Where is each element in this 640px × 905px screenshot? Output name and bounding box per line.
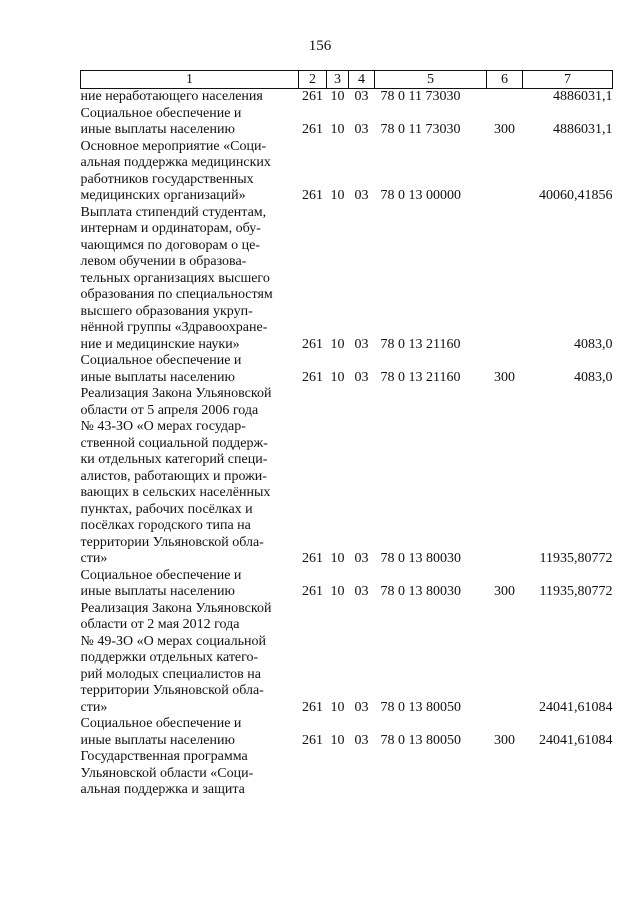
row-description	[81, 89, 299, 106]
row-amount: 24041,61084	[539, 699, 613, 715]
row-code-4: 03	[354, 369, 369, 385]
description-line: Ульяновской области «Соци-	[80, 765, 254, 781]
description-line: № 43-ЗО «О мерах государ-	[80, 419, 246, 434]
description-line: интернам и ординаторам, обу-	[80, 221, 261, 236]
description-line: альная поддержка и защита	[80, 782, 245, 797]
row-description	[81, 106, 299, 139]
description-line: работников государственных	[80, 171, 254, 187]
description-line: сти»	[80, 699, 108, 715]
header-cell-6: 6	[487, 71, 523, 89]
row-code-3: 10	[330, 336, 345, 352]
row-code-4: 03	[354, 336, 369, 352]
description-line: Реализация Закона Ульяновской	[80, 600, 272, 616]
row-code-5: 78 0 13 00000	[380, 188, 461, 203]
row-code-3: 10	[330, 551, 345, 566]
row-code-2	[299, 749, 327, 799]
table-row	[81, 568, 613, 601]
table-row	[81, 205, 613, 354]
description-line: посёлках городского типа на	[80, 518, 251, 533]
row-code-5: 78 0 13 21160	[380, 369, 461, 385]
description-line: иные выплаты населению	[80, 584, 235, 599]
header-cell-4: 4	[349, 71, 375, 89]
row-code-2: 261	[302, 551, 323, 566]
row-amount: 24041,61084	[539, 732, 613, 748]
row-code-6	[487, 89, 523, 106]
row-code-5: 78 0 13 21160	[380, 336, 461, 352]
table-row	[81, 353, 613, 386]
description-line: алистов, работающих и прожи-	[80, 468, 267, 484]
description-line: левом обучении в образова-	[80, 254, 247, 269]
row-description	[81, 386, 299, 568]
row-amount	[523, 749, 613, 799]
row-code-4: 03	[354, 732, 369, 748]
row-code-2: 261	[302, 699, 323, 715]
row-amount: 4083,0	[574, 336, 613, 352]
page-number: 156	[308, 38, 332, 54]
row-code-2: 261	[302, 369, 323, 385]
description-line: ки отдельных категорий специ-	[80, 452, 268, 467]
row-amount: 40060,41856	[539, 188, 613, 203]
description-line: чающимся по договорам о це-	[80, 237, 260, 253]
row-code-4: 03	[354, 584, 369, 599]
header-row	[81, 71, 613, 89]
description-line: области от 5 апреля 2006 года	[80, 402, 259, 418]
description-line: № 49-ЗО «О мерах социальной	[80, 633, 266, 649]
description-line: иные выплаты населению	[80, 369, 235, 385]
row-code-6	[487, 205, 523, 354]
description-line: образования по специальностям	[80, 287, 273, 302]
description-line: высшего образования укруп-	[80, 303, 253, 319]
description-line: тельных организациях высшего	[80, 270, 270, 286]
row-code-6: 300	[494, 122, 515, 137]
budget-table	[80, 70, 613, 799]
row-description	[81, 568, 299, 601]
row-code-6	[487, 386, 523, 568]
row-description	[81, 716, 299, 749]
header-cell-5: 5	[375, 71, 487, 89]
description-line: альная поддержка медицинских	[80, 155, 271, 170]
table-body	[81, 89, 613, 799]
description-line: Государственная программа	[80, 749, 248, 764]
description-line: нённой группы «Здравоохране-	[80, 320, 268, 335]
row-code-4: 03	[354, 699, 369, 715]
row-code-3: 10	[330, 584, 345, 599]
description-line: Основное мероприятие «Соци-	[80, 138, 267, 154]
table-row	[81, 601, 613, 717]
description-line: вающих в сельских населённых	[80, 485, 271, 500]
row-code-5: 78 0 13 80050	[380, 732, 461, 748]
row-code-6: 300	[494, 732, 515, 748]
row-amount: 4083,0	[574, 369, 613, 385]
description-line: Социальное обеспечение и	[80, 105, 242, 121]
row-code-3: 10	[330, 732, 345, 748]
row-description	[81, 139, 299, 205]
row-amount: 11935,80772	[539, 551, 613, 566]
row-code-5: 78 0 13 80030	[380, 584, 461, 599]
header-cell-7: 7	[523, 71, 613, 89]
description-line: ние неработающего населения	[80, 89, 263, 104]
description-line: рий молодых специалистов на	[80, 666, 261, 682]
row-code-4: 03	[354, 122, 369, 137]
row-code-6	[487, 601, 523, 717]
row-code-6	[487, 749, 523, 799]
row-code-2: 261	[302, 584, 323, 599]
row-code-3: 10	[330, 699, 345, 715]
row-code-5: 78 0 13 80030	[380, 551, 461, 566]
description-line: поддержки отдельных катего-	[80, 650, 259, 665]
row-description	[81, 353, 299, 386]
row-code-3: 10	[330, 122, 345, 137]
row-code-3: 10	[330, 369, 345, 385]
description-line: Социальное обеспечение и	[80, 353, 242, 368]
header-cell-3: 3	[327, 71, 349, 89]
description-line: сти»	[80, 551, 108, 566]
table-row	[81, 106, 613, 139]
table-row	[81, 386, 613, 568]
row-amount: 4886031,1	[553, 89, 613, 104]
row-description	[81, 205, 299, 354]
row-code-4	[349, 749, 375, 799]
description-line: области от 2 мая 2012 года	[80, 617, 240, 632]
description-line: ственной социальной поддерж-	[80, 435, 268, 451]
description-line: иные выплаты населению	[80, 122, 235, 137]
table-row	[81, 139, 613, 205]
row-description	[81, 601, 299, 717]
description-line: медицинских организаций»	[80, 188, 246, 203]
row-code-4: 03	[354, 188, 369, 203]
row-code-3: 10	[330, 89, 345, 104]
description-line: Социальное обеспечение и	[80, 716, 242, 731]
description-line: Выплата стипендий студентам,	[80, 204, 267, 220]
row-code-4: 03	[354, 551, 369, 566]
header-cell-1: 1	[81, 71, 299, 89]
description-line: Социальное обеспечение и	[80, 567, 242, 583]
table-row	[81, 89, 613, 106]
row-code-3	[327, 749, 349, 799]
row-code-2: 261	[302, 188, 323, 203]
description-line: Реализация Закона Ульяновской	[80, 386, 272, 401]
row-code-5: 78 0 11 73030	[380, 89, 461, 104]
table-row	[81, 716, 613, 749]
table-row	[81, 749, 613, 799]
row-code-2: 261	[302, 89, 323, 104]
row-code-5: 78 0 13 80050	[380, 699, 461, 715]
row-description	[81, 749, 299, 799]
row-code-3: 10	[330, 188, 345, 203]
description-line: ние и медицинские науки»	[80, 336, 240, 352]
description-line: пунктах, рабочих посёлках и	[80, 501, 253, 517]
header-cell-2: 2	[299, 71, 327, 89]
row-code-5	[375, 749, 487, 799]
description-line: территории Ульяновской обла-	[80, 534, 264, 550]
row-code-2: 261	[302, 122, 323, 137]
row-amount: 11935,80772	[539, 584, 613, 599]
row-amount: 4886031,1	[553, 122, 613, 137]
row-code-4: 03	[354, 89, 369, 104]
row-code-2: 261	[302, 732, 323, 748]
row-code-6: 300	[494, 369, 515, 385]
row-code-6	[487, 139, 523, 205]
row-code-5: 78 0 11 73030	[380, 122, 461, 137]
description-line: территории Ульяновской обла-	[80, 683, 264, 698]
row-code-6: 300	[494, 584, 515, 599]
row-code-2: 261	[302, 336, 323, 352]
description-line: иные выплаты населению	[80, 732, 235, 748]
